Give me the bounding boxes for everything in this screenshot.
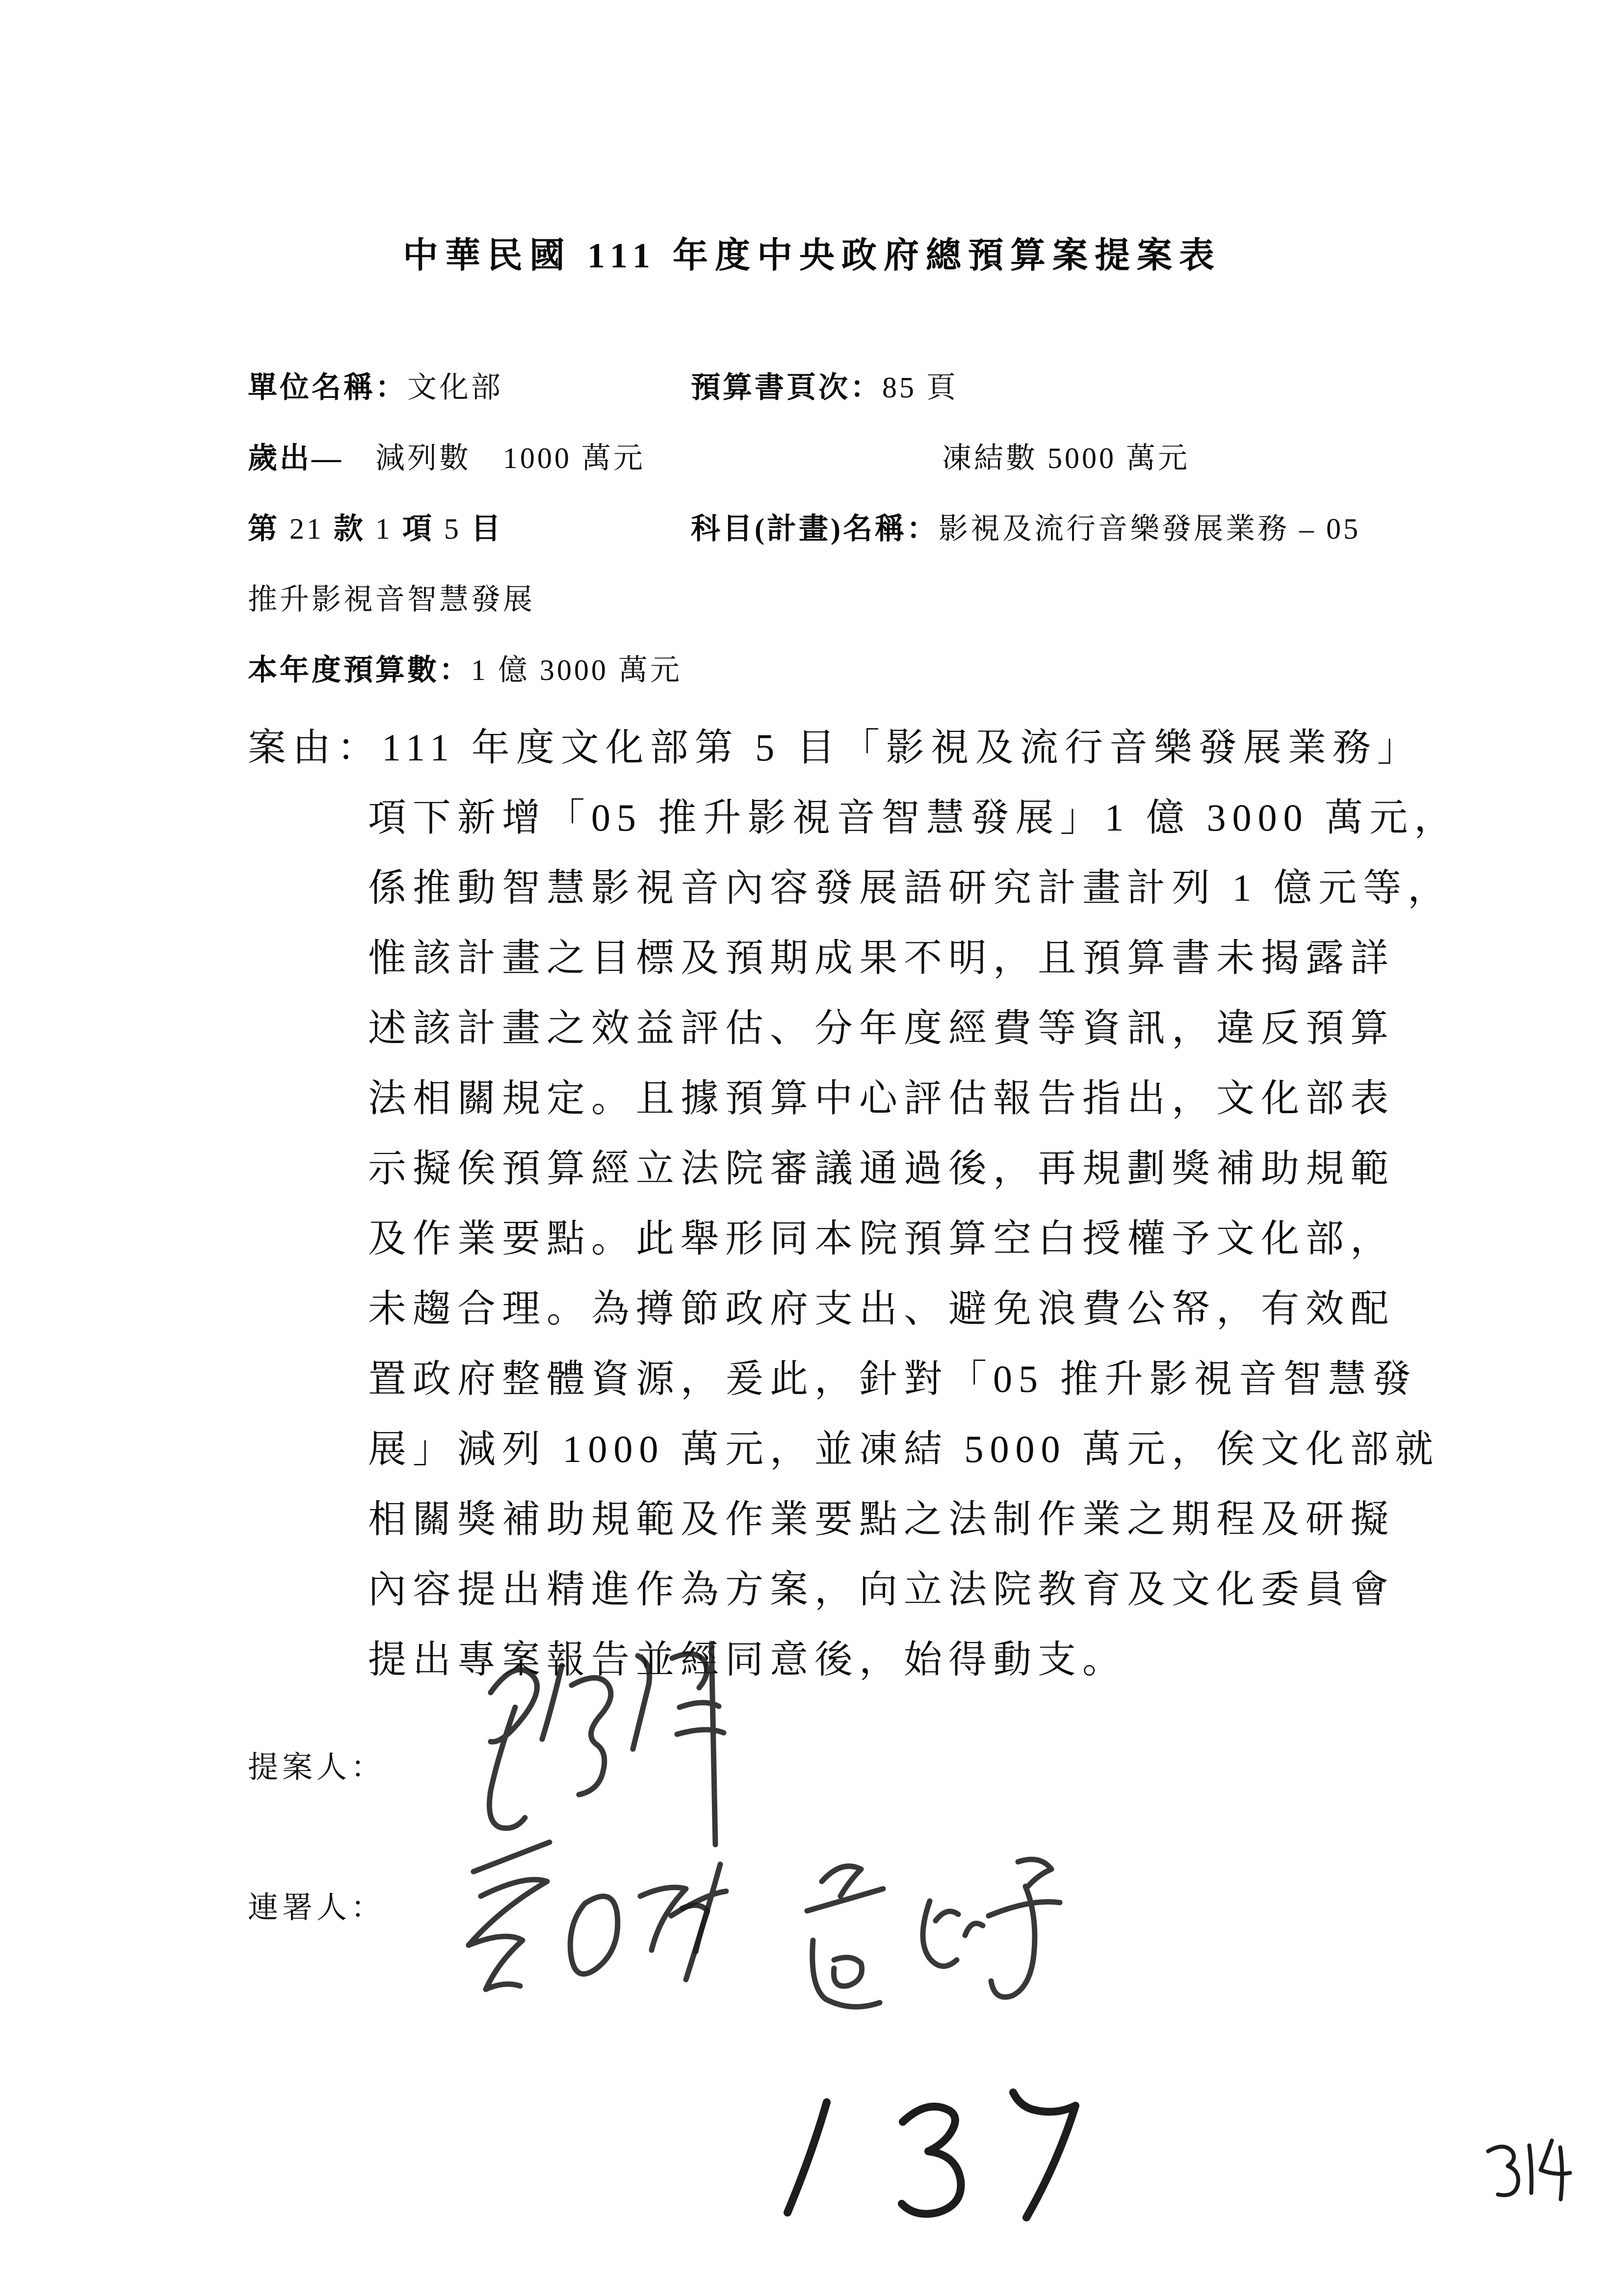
handwritten-corner-number-314 <box>1469 2137 1572 2210</box>
text-segment: 本年度預算數： <box>248 654 471 686</box>
body-line: 展」減列 1000 萬元，並凍結 5000 萬元，俟文化部就 <box>368 1428 1440 1470</box>
proposer-label: 提案人： <box>248 1751 386 1784</box>
cosigner-signature-1 <box>451 1830 736 2016</box>
cosigner-label: 連署人： <box>248 1891 386 1925</box>
body-line: 及作業要點。此舉形同本院預算空白授權予文化部， <box>368 1217 1395 1260</box>
body-line: 法相關規定。且據預算中心評估報告指出，文化部表 <box>368 1077 1395 1120</box>
field-subject-name-wrap <box>248 576 535 618</box>
text-segment: 1 <box>366 513 402 545</box>
text-segment: 單位名稱： <box>248 371 407 404</box>
field-unit-name <box>248 364 503 406</box>
text-segment: 凍結數 5000 萬元 <box>942 442 1190 474</box>
page-title: 中華民國 111 年度中央政府總預算案提案表 <box>402 236 1222 275</box>
body-line: 提出專案報告並經同意後，始得動支。 <box>368 1638 1127 1681</box>
cosigner-signature-2 <box>783 1830 1067 2026</box>
body-line: 相關獎補助規範及作業要點之法制作業之期程及研擬 <box>368 1498 1395 1540</box>
body-line: 未趨合理。為撙節政府支出、避免浪費公帑，有效配 <box>368 1287 1395 1330</box>
text-segment: 款 <box>334 513 366 545</box>
text-segment: 85 頁 <box>882 371 958 404</box>
body-line: 示擬俟預算經立法院審議通過後，再規劃獎補助規範 <box>368 1147 1395 1190</box>
text-segment: 文化部 <box>407 371 503 404</box>
text-segment: 預算書頁次： <box>691 371 882 404</box>
body-line: 置政府整體資源，爰此，針對「05 推升影視音智慧發 <box>368 1357 1417 1400</box>
field-expenditure <box>248 435 343 477</box>
text-segment: 歲出— <box>248 442 343 474</box>
body-line: 內容提出精進作為方案，向立法院教育及文化委員會 <box>368 1568 1395 1611</box>
body-line: 係推動智慧影視音內容發展語研究計畫計列 1 億元等， <box>368 866 1453 909</box>
text-segment: 減列數 1000 萬元 <box>375 442 645 474</box>
text-segment: 第 <box>248 513 280 545</box>
field-freeze-amount <box>942 435 1190 477</box>
text-segment: 影視及流行音樂發展業務 – 05 <box>938 513 1361 545</box>
body-line: 惟該計畫之目標及預期成果不明，且預算書未揭露詳 <box>368 937 1395 979</box>
body-line: 案由：111 年度文化部第 5 目「影視及流行音樂發展業務」 <box>248 726 1422 769</box>
proposer-signature <box>456 1629 780 1859</box>
text-segment: 21 <box>280 513 334 545</box>
text-segment: 5 <box>434 513 471 545</box>
text-segment: 科目(計畫)名稱： <box>691 513 939 545</box>
proposal-body <box>248 712 1523 1695</box>
field-budget-page <box>691 364 958 406</box>
body-line: 述該計畫之效益評估、分年度經費等資訊，違反預算 <box>368 1007 1395 1049</box>
field-item-number <box>248 505 503 548</box>
field-current-budget <box>248 647 682 689</box>
text-segment: 1 億 3000 萬元 <box>471 654 682 686</box>
handwritten-page-number-137 <box>746 2070 1089 2227</box>
field-subject-name <box>691 505 1361 548</box>
text-segment: 目 <box>471 513 503 545</box>
text-segment: 推升影視音智慧發展 <box>248 583 535 616</box>
text-segment: 項 <box>402 513 434 545</box>
field-reduction-amount <box>375 435 645 477</box>
body-line: 項下新增「05 推升影視音智慧發展」1 億 3000 萬元， <box>368 796 1459 839</box>
